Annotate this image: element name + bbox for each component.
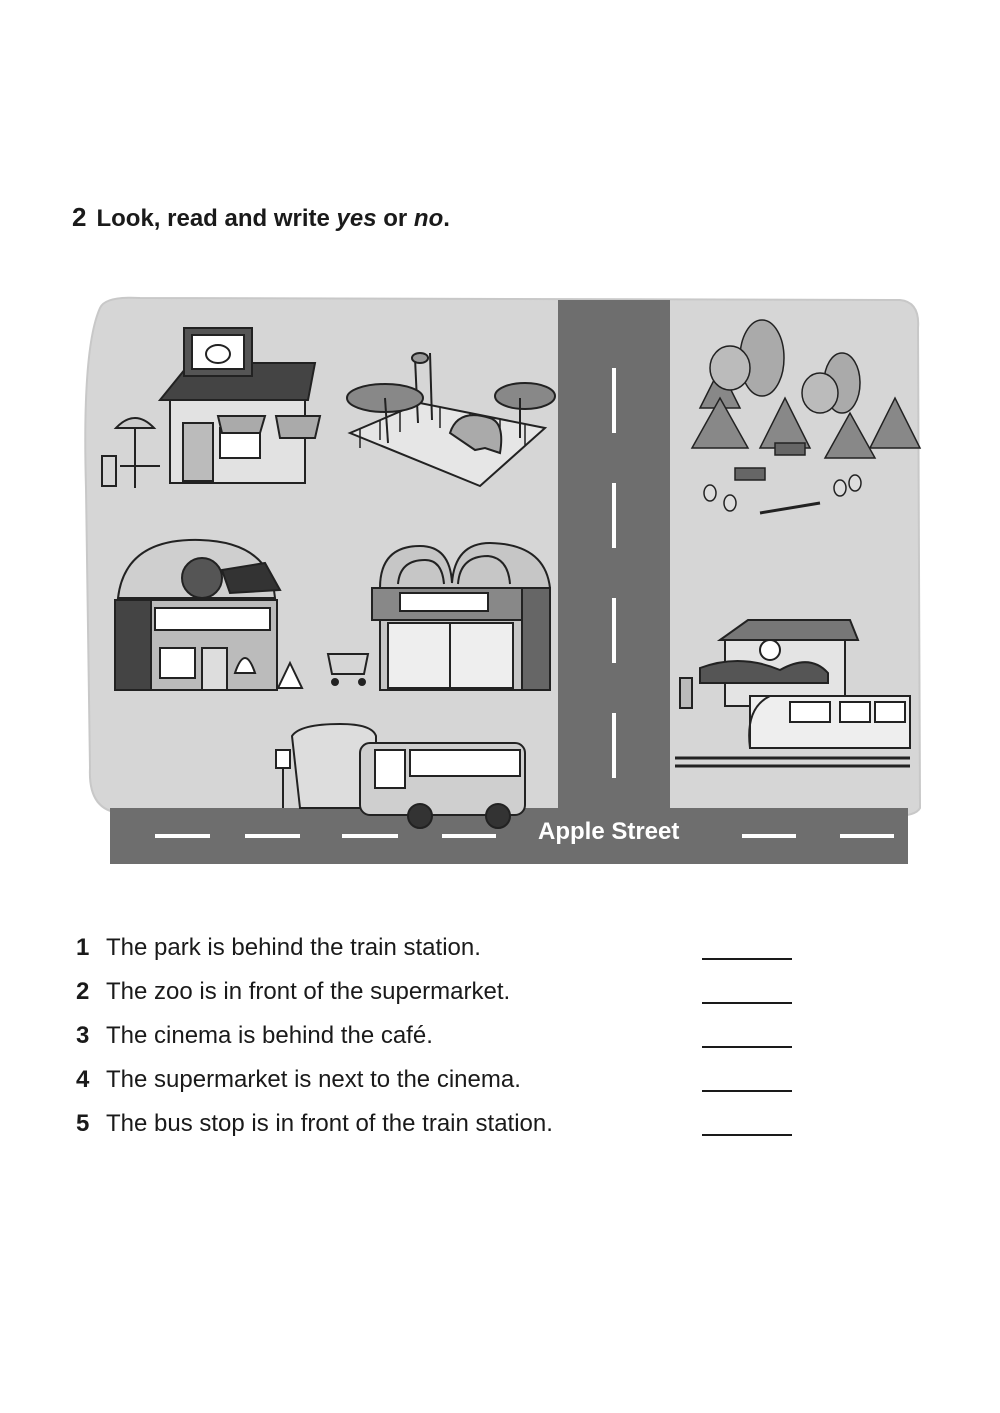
- question-number: 2: [76, 978, 90, 1005]
- question-text: The bus stop is in front of the train station.: [106, 1110, 553, 1137]
- answer-blank[interactable]: [702, 1032, 792, 1048]
- question-text: The supermarket is next to the cinema.: [106, 1066, 521, 1093]
- exercise-number: 2: [72, 202, 87, 232]
- question-text: The park is behind the train station.: [106, 934, 481, 961]
- question-number: 4: [76, 1066, 90, 1093]
- street-name-label: Apple Street: [538, 818, 680, 845]
- option-yes: yes: [336, 205, 377, 232]
- question-list: [76, 934, 816, 1154]
- exercise-instruction: [72, 202, 450, 233]
- town-map-illustration: [80, 288, 925, 878]
- question-number: 3: [76, 1022, 90, 1049]
- instruction-mid: or: [376, 205, 414, 232]
- question-item: [76, 1066, 816, 1110]
- option-no: no: [413, 205, 444, 232]
- question-text: The zoo is in front of the supermarket.: [106, 978, 511, 1005]
- answer-blank[interactable]: [702, 944, 792, 960]
- instruction-suffix: .: [443, 205, 450, 232]
- answer-blank[interactable]: [702, 1076, 792, 1092]
- question-number: 1: [76, 934, 90, 961]
- question-item: [76, 1110, 816, 1154]
- bus: [360, 743, 525, 828]
- question-item: [76, 934, 816, 978]
- question-item: [76, 1022, 816, 1066]
- question-item: [76, 978, 816, 1022]
- answer-blank[interactable]: [702, 1120, 792, 1136]
- answer-blank[interactable]: [702, 988, 792, 1004]
- instruction-prefix: Look, read and write: [96, 205, 337, 232]
- question-number: 5: [76, 1110, 90, 1137]
- question-text: The cinema is behind the café.: [106, 1022, 433, 1049]
